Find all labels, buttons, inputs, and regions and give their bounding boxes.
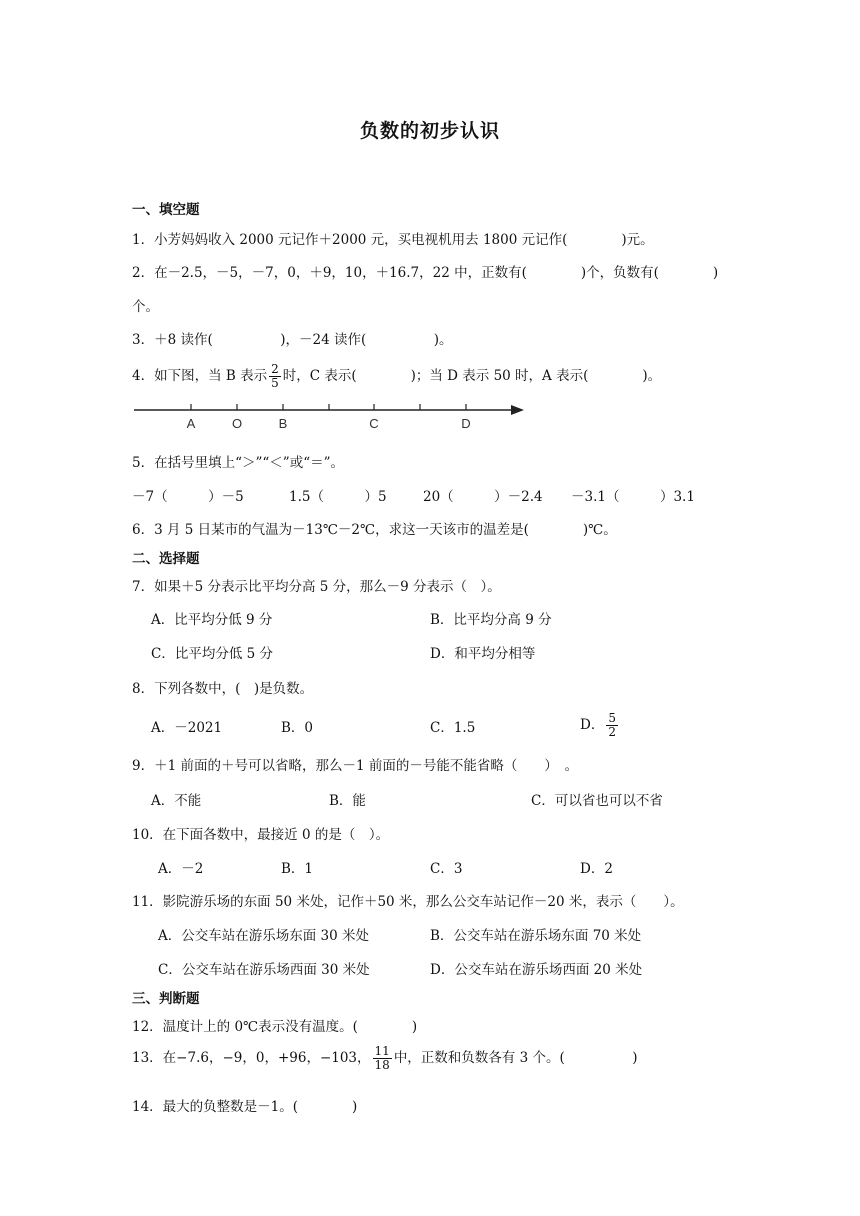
q10-option-a: A．－2	[158, 861, 204, 877]
question-6: 6．3 月 5 日某市的气温为－13℃－2℃，求这一天该市的温差是( )℃。	[132, 522, 617, 538]
label-d: D	[461, 416, 471, 431]
fraction-denominator: 5	[271, 376, 279, 390]
q10-option-d: D．2	[580, 861, 613, 877]
q8-option-a: A．－2021	[151, 720, 223, 736]
question-13	[132, 1036, 638, 1080]
section-heading-judge: 三、判断题	[132, 991, 200, 1007]
q10-option-c: C．3	[430, 861, 463, 877]
q11-option-c: C．公交车站在游乐场西面 30 米处	[158, 962, 370, 978]
question-2: 2．在－2.5，－5，－7，0，＋9，10，＋16.7，22 中，正数有( )个，负数有( )	[132, 265, 719, 281]
compare-item-3: 20（ ）－2.4	[423, 489, 543, 505]
question-4-text-start: 4．如下图，当 B 表示	[132, 368, 268, 384]
q8-option-b: B．0	[281, 720, 314, 736]
fraction-five-halves	[606, 712, 618, 738]
question-4	[132, 356, 661, 396]
page-title: 负数的初步认识	[359, 120, 500, 142]
compare-item-2: 1.5（ ）5	[289, 489, 387, 505]
label-a: A	[186, 416, 196, 431]
q10-option-b: B．1	[281, 861, 314, 877]
question-13-text-end: 中，正数和负数各有 3 个。( )	[393, 1050, 638, 1066]
question-12: 12．温度计上的 0℃表示没有温度。( )	[132, 1019, 418, 1035]
question-9: 9．＋1 前面的＋号可以省略，那么－1 前面的－号能不能省略（ ） 。	[132, 758, 579, 774]
fraction-two-fifths	[269, 363, 281, 389]
fraction-denominator: 18	[374, 1058, 390, 1072]
fraction-denominator: 2	[608, 725, 616, 739]
question-7: 7．如果＋5 分表示比平均分高 5 分，那么－9 分表示（ ）。	[132, 579, 501, 595]
q11-option-d: D．公交车站在游乐场西面 20 米处	[430, 962, 643, 978]
label-o: O	[231, 416, 243, 431]
question-10: 10．在下面各数中，最接近 0 的是（ ）。	[132, 827, 390, 843]
q7-option-d: D．和平均分相等	[430, 646, 536, 662]
q8-option-d-label: D．	[580, 717, 605, 733]
q9-option-b: B．能	[329, 793, 366, 809]
section-heading-choice: 二、选择题	[132, 551, 200, 567]
q9-option-a: A．不能	[151, 793, 202, 809]
question-11: 11．影院游乐场的东面 50 米处，记作＋50 米，那么公交车站记作－20 米，表示（ ）。	[132, 894, 684, 910]
compare-item-1: －7（ ）－5	[132, 489, 244, 505]
question-5: 5．在括号里填上“＞”“＜”或“＝”。	[132, 455, 344, 471]
question-2-continued: 个。	[132, 299, 159, 315]
fraction-numerator: 2	[271, 362, 279, 377]
q11-option-a: A．公交车站在游乐场东面 30 米处	[158, 928, 370, 944]
fraction-eleven-eighteenths	[373, 1045, 392, 1071]
label-b: B	[278, 416, 288, 431]
question-14: 14．最大的负整数是－1。( )	[132, 1099, 358, 1115]
question-3: 3．＋8 读作( )，－24 读作( )。	[132, 332, 453, 348]
number-line-figure	[132, 398, 532, 434]
compare-item-4: －3.1（ ）3.1	[571, 489, 695, 505]
question-4-text-end: 时，C 表示( )；当 D 表示 50 时，A 表示( )。	[282, 368, 662, 384]
question-1: 1．小芳妈妈收入 2000 元记作＋2000 元，买电视机用去 1800 元记作( )元。	[132, 232, 654, 248]
label-c: C	[369, 416, 379, 431]
q11-option-b: B．公交车站在游乐场东面 70 米处	[430, 928, 642, 944]
fraction-numerator: 11	[374, 1044, 390, 1059]
q8-option-c: C．1.5	[430, 720, 476, 736]
fraction-numerator: 5	[608, 711, 616, 726]
number-line-arrow	[511, 405, 524, 415]
question-8: 8．下列各数中，( )是负数。	[132, 681, 314, 697]
q7-option-a: A．比平均分低 9 分	[151, 612, 273, 628]
section-heading-fill-blank: 一、填空题	[132, 202, 200, 218]
q8-option-d	[580, 706, 620, 744]
q7-option-c: C．比平均分低 5 分	[151, 646, 274, 662]
q9-option-c: C．可以省也可以不省	[531, 793, 663, 809]
question-13-text-start: 13．在−7.6，−9，0，+96，−103，	[132, 1050, 371, 1066]
q7-option-b: B．比平均分高 9 分	[430, 612, 552, 628]
